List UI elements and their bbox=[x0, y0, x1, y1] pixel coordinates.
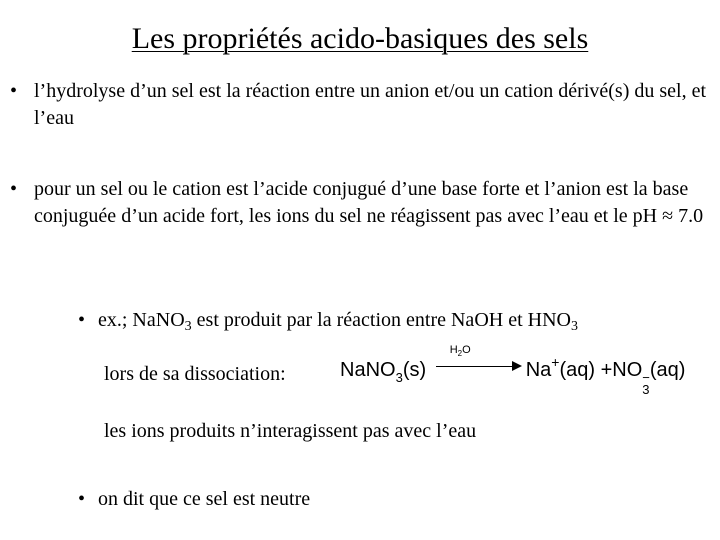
equation-cation: Na bbox=[525, 359, 552, 381]
equation-reactant: NaNO bbox=[340, 359, 396, 381]
bullet-dot: • bbox=[78, 488, 86, 510]
bullet-text: pour un sel ou le cation est l’acide conjugué d’une base forte et l’anion est la base conjuguée d’un acide fort, les ions du sel ne réagissent pas avec l’eau et le pH ≈ 7.0 bbox=[34, 178, 704, 227]
bullet-hydrolysis-definition bbox=[10, 78, 710, 132]
bullet-dot: • bbox=[10, 178, 18, 200]
bullet-example bbox=[78, 307, 708, 334]
reaction-arrow-icon bbox=[436, 344, 522, 376]
bullet-dot: • bbox=[78, 309, 86, 331]
page-title: Les propriétés acido-basiques des sels bbox=[131, 22, 589, 55]
bullet-neutral-salt bbox=[78, 486, 678, 513]
bullet-neutral-condition bbox=[10, 176, 715, 230]
bullet-text: ex.; NaNO$_3$ est produit par la réaction entre NaOH et $HNO_3$ bbox=[98, 309, 578, 334]
bullet-text: on dit que ce sel est neutre bbox=[98, 488, 311, 510]
arrow-condition: H2O bbox=[449, 344, 471, 358]
dissociation-equation: NaNO3(s) H2O Na+(aq) +NO − 3 (aq) bbox=[340, 344, 686, 397]
ions-statement: les ions produits n’interagissent pas avec l’eau bbox=[104, 420, 477, 442]
bullet-dot: • bbox=[10, 80, 18, 102]
dissociation-label: lors de sa dissociation: bbox=[104, 363, 286, 385]
equation-anion: NO bbox=[612, 359, 643, 381]
bullet-text: l’hydrolyse d’un sel est la réaction entre un anion et/ou un cation dérivé(s) du sel, et l’eau bbox=[34, 80, 707, 129]
